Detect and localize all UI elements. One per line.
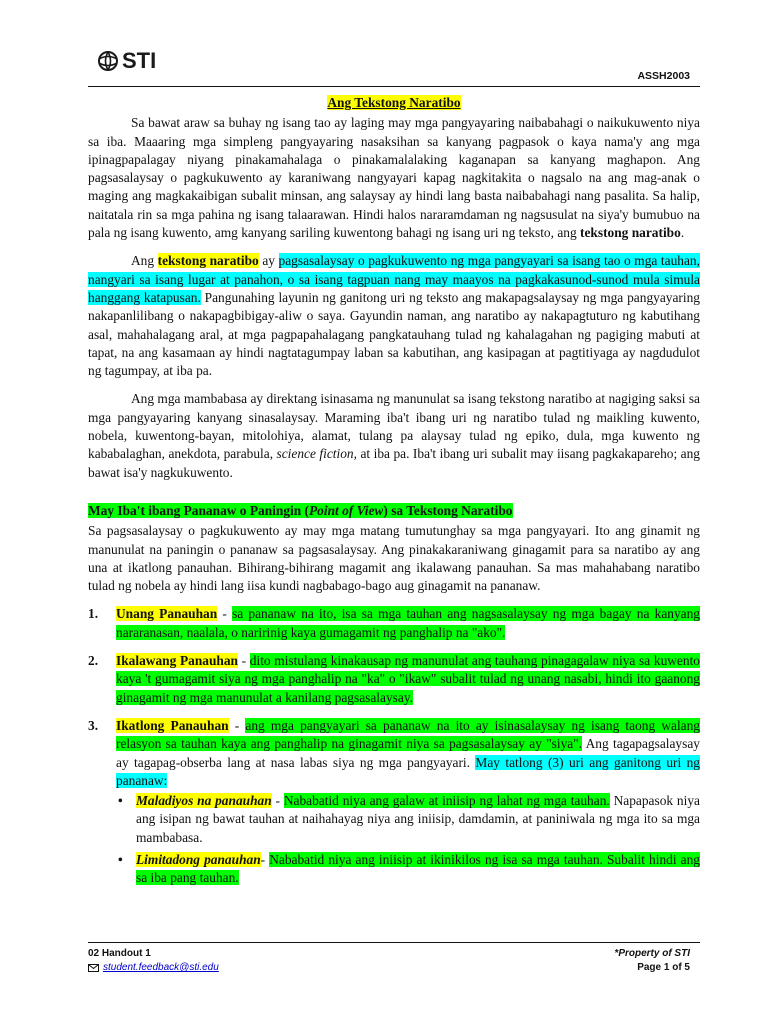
envelope-icon xyxy=(88,964,99,972)
paragraph-types: Ang mga mambabasa ay direktang isinasama ng manunulat sa isang tekstong naratibo at nagiging saksi sa mga pangyayaring kanyang sinasalaysay. Maraming iba't ibang uri ng naratibo tulad ng maikling kuwento, nobela, kuwentong-bayan, mitolohiya, alamat, tulang pa alaysay tulad ng epiko, dula, mga kuwento ng kababalaghan, anekdota, parabula, science fiction, at iba pa. Iba't ibang uri subalit may iisang pagkakapareho; ang bawat isa'y nagkukuwento. xyxy=(88,391,700,480)
sti-globe-icon xyxy=(96,50,120,72)
feedback-contact xyxy=(88,962,219,973)
paragraph-definition: Ang tekstong naratibo ay pagsasalaysay o pagkukuwento ng mga pangyayari sa isang tao o mga tauhan, nangyari sa isang lugar at panahon, o sa isang tagpuan nang may maayos na pagkakasunod-sunod mula simula hanggang katapusan. Pangunahing layunin ng ganitong uri ng teksto ang makapagsalaysay ng mga pangyayaring nakapanlilibang o nakapagbibigay-aliw o saya. Gayundin naman, ang naratibo ay nakapagtuturo ng kabutihang asal, mahahalagang aral, at mga pagpapahalagang pangkatauhang tulad ng kahalagahan ng pagiging mabuti at tapat, na ang kasamaan ay hindi nagtatagumpay laban sa kabutihan, ang kasipagan at pagtitiyaga ay nagdudulot ng tagumpay, at iba pa. xyxy=(88,253,700,379)
third-person-sublist xyxy=(116,792,700,887)
handout-label: 02 Handout 1 xyxy=(88,948,151,959)
sublist-item: • Maladiyos na panauhan - Nababatid niya ang galaw at iniisip ng lahat ng mga tauhan. Napapasok niya ang isipan ng bawat tauhan at naihahayag niya ang iniisip, damdamin, at paniniwala ng mga ito sa mga mambabasa. xyxy=(118,793,700,845)
page-footer xyxy=(88,942,700,973)
highlight-definition: pagsasalaysay o pagkukuwento ng mga pangyayari sa isang tao o mga tauhan, nangyari sa isang lugar at panahon, o sa isang tagpuan nang may maayos na pagkakasunod-sunod mula simula hanggang katapusan. xyxy=(88,253,700,305)
paragraph-intro: Sa bawat araw sa buhay ng isang tao ay laging may mga pangyayaring naibabahagi o naikukuwento niya sa iba. Maaaring mga simpleng pangyayaring nasaksihan sa kanyang pagpasok o kaya nama'y ang mga ipinagpapalagay niyang pinakamahalaga o pinakamalalaking kaganapan sa kanyang maghapon. Ang pagsasalaysay o pagkukuwento ay karaniwang nangyayari kapag nagkitakita o nagsalo na ang mag-anak o maging ang magkakaibigan subalit minsan, ang salaysay ay hindi lang basta naibabahagi nang pasalita. Sa halip, naitatala rin sa mga pahina ng isang talaarawan. Hindi halos nararamdaman ng nagsusulat na siya'y bumubuo na pala ng isang kuwento, amg kanyang sariling kuwentong bahagi ng isang uri ng teksto, ang tekstong naratibo. xyxy=(88,115,700,241)
list-item: 2. Ikalawang Panauhan - dito mistulang kinakausap ng manunulat ang tauhang pinagagalaw niya sa kuwento kaya 't gumagamit siya ng mga panghalip na "ka" o "ikaw" subalit tulad ng unang nasabi, hindi ito gaanong ginagamit ng mga manunulat a kanilang pagsasalaysay. xyxy=(88,653,700,705)
sublist-item: • Limitadong panauhan- Nababatid niya ang iniisip at ikinikilos ng isa sa mga tauhan. Subalit hindi ang sa iba pang tauhan. xyxy=(118,851,700,886)
logo-text: STI xyxy=(122,48,157,73)
page-number: Page 1 of 5 xyxy=(637,962,690,973)
sti-logo xyxy=(96,48,156,74)
document-body xyxy=(88,94,700,898)
highlight-term: tekstong naratibo xyxy=(157,253,259,269)
page-header xyxy=(88,46,700,87)
feedback-email-link[interactable]: student.feedback@sti.edu xyxy=(103,962,219,973)
section-heading: May Iba't ibang Pananaw o Paningin (Point of View) sa Tekstong Naratibo xyxy=(88,502,513,518)
list-item: 3. Ikatlong Panauhan - ang mga pangyayari sa pananaw na ito ay isinasalaysay ng isang taong walang relasyon sa tauhan kaya ang panghalip na ginagamit niya sa pagsasalaysay ay "siya". Ang tagapagsalaysay ay tagapag-obserba lang at nasa labas siya ng mga pangyayari. May tatlong (3) uri ang ganitong uri ng pananaw: • Maladiyos na panauhan - Nababatid niya ang galaw at iniisip ng lahat ng mga tauhan. Napapasok niya ang isipan ng bawat tauhan at naihahayag niya ang iniisip, damdamin, at paniniwala ng mga ito sa mga mambabasa. • Limitadong panauhan- Nababatid niya ang iniisip at ikinikilos ng isa sa mga tauhan. Subalit hindi ang sa iba pang tauhan. xyxy=(88,717,700,888)
pov-list xyxy=(88,605,700,887)
course-code: ASSH2003 xyxy=(637,70,690,82)
paragraph-pov-intro: Sa pagsasalaysay o pagkukuwento ay may mga matang tumutunghay sa mga pangyayari. Ito ang ginamit ng manunulat na paningin o pananaw sa pagsasalaysay. Ang pinakakaraniwang ginagamit para sa naratibo ay ang una at ikatlong panauhan. Bihirang-bihirang magamit ang ikalawang panauhan. Sa mas mahahabang naratibo tulad ng nobela ay hindi lang iisa kundi nagbabago-bago aug ginagamit na pananaw. xyxy=(88,523,700,594)
list-item: 1. Unang Panauhan - sa pananaw na ito, isa sa mga tauhan ang nagsasalaysay ng mga bagay na kanyang nararanasan, naalala, o naririnig kaya gumagamit ng panghalip na "ako". xyxy=(88,606,701,640)
property-label: *Property of STI xyxy=(614,948,690,959)
document-title: Ang Tekstong Naratibo xyxy=(327,95,461,110)
